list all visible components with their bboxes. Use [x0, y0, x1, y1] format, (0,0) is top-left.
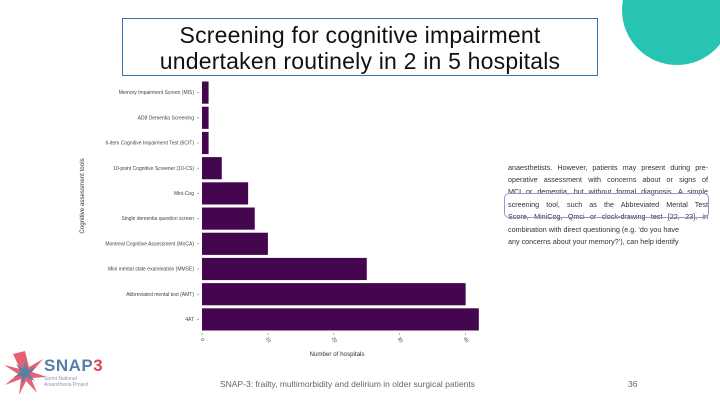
y-tick-label: AD8 Dementia Screening: [137, 115, 194, 122]
chart-bar: [202, 308, 479, 330]
bar-chart: [78, 78, 498, 358]
page-number: 36: [628, 379, 638, 389]
y-tick-label: Montreal Cognitive Assessment (MoCA): [105, 241, 194, 248]
excerpt-paragraph-cont: [508, 224, 708, 248]
y-tick-label: 10-point Cognitive Screener (10-CS): [113, 165, 194, 172]
excerpt-line: MCI or dementia, but without formal diagnosis. A simple: [508, 187, 708, 197]
decorative-teal-circle: [622, 0, 720, 65]
highlight-box: [504, 193, 709, 218]
slide-title: [122, 18, 598, 76]
logo-name: SNAP: [44, 356, 94, 375]
y-tick-label: Memory Impairment Screen (MIS): [118, 90, 194, 97]
chart-bar: [202, 208, 255, 230]
excerpt-line: screening tool, such as the Abbreviated Mental Test: [508, 199, 708, 209]
excerpt-line: anaesthetists. However, patients may present during pre-: [508, 163, 708, 172]
chart-bar: [202, 82, 209, 104]
logo-sub-line-2: Anaesthesia Project: [44, 382, 89, 388]
starburst-icon: [5, 346, 45, 400]
title-line-2: undertaken routinely in 2 in 5 hospitals: [159, 48, 561, 74]
chart-bar: [202, 233, 268, 255]
chart-bar: [202, 107, 209, 129]
y-axis-label: Cognitive assessment tools: [79, 158, 86, 234]
chart-bar: [202, 182, 248, 204]
y-tick-label: 4AT: [185, 317, 194, 323]
logo-sub-line-1: Sprint National: [44, 376, 77, 382]
title-line-1: Screening for cognitive impairment: [179, 22, 541, 48]
logo-wordmark: [44, 356, 103, 376]
chart-bar: [202, 157, 222, 179]
excerpt-line: Score, MiniCog, Qmci or clock-drawing test [22, 23], in: [508, 211, 708, 221]
x-axis-label: Number of hospitals: [309, 351, 365, 358]
y-tick-label: Single dementia question screen: [121, 216, 194, 223]
excerpt-line: any concerns about your memory?’), can help identify: [508, 237, 679, 247]
excerpt-line: operative assessment with concerns about or signs of: [508, 175, 708, 185]
logo-subtitle: [44, 376, 88, 388]
y-tick-label: Abbreviated mental test (AMT): [126, 291, 194, 298]
chart-bar: [202, 132, 209, 154]
y-tick-label: Mini-Cog: [173, 191, 194, 197]
excerpt-line: combination with direct questioning (e.g. ‘do you have: [508, 225, 680, 234]
chart-bar: [202, 283, 466, 305]
x-tick-label: 0: [198, 337, 206, 343]
x-tick-label: 40: [461, 336, 470, 344]
y-tick-label: Mini mental state examination (MMSE): [108, 266, 194, 273]
x-tick-label: 30: [395, 336, 404, 344]
x-tick-label: 20: [329, 336, 338, 344]
slide-footer: SNAP-3: frailty, multimorbidity and delirium in older surgical patients: [220, 379, 475, 389]
y-tick-label: 6-item Cognitive Impairment Test (6CIT): [105, 140, 194, 147]
logo-number: 3: [93, 356, 104, 375]
x-tick-label: 10: [263, 336, 272, 344]
chart-bar: [202, 258, 367, 280]
